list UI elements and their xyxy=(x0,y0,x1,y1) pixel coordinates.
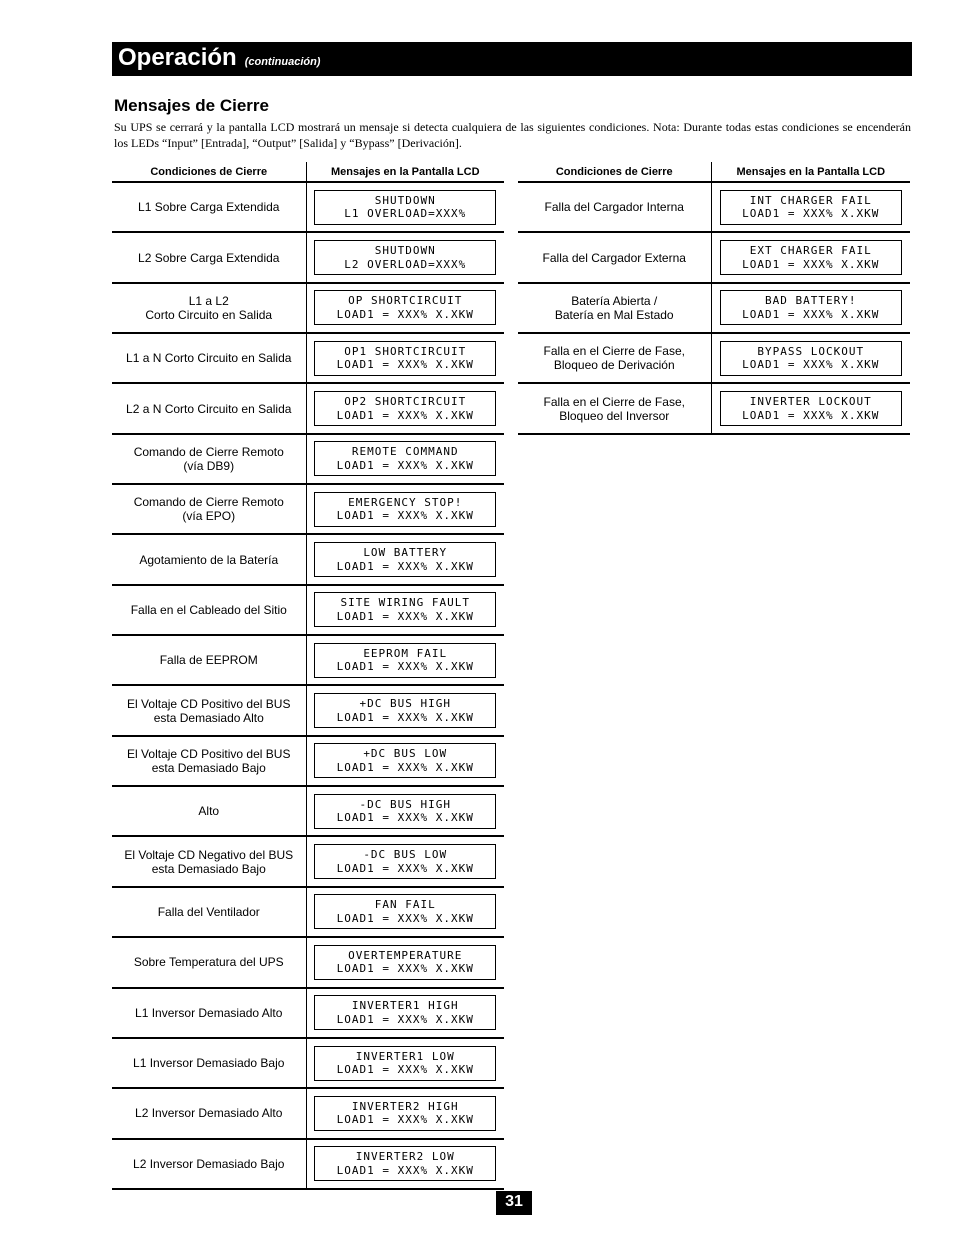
page-title: Operación xyxy=(118,44,237,71)
table-row xyxy=(112,786,504,836)
lcd-line-1: INVERTER2 HIGH xyxy=(351,1099,459,1113)
lcd-line-2: LOAD1 = XXX% X.XKW xyxy=(742,307,880,321)
left-shutdown-table xyxy=(112,162,504,1190)
lcd-display xyxy=(720,341,902,376)
table-row xyxy=(112,1038,504,1088)
lcd-line-2: LOAD1 = XXX% X.XKW xyxy=(336,811,474,825)
lcd-message-cell xyxy=(306,736,504,786)
lcd-line-2: LOAD1 = XXX% X.XKW xyxy=(336,408,474,422)
shutdown-condition: El Voltaje CD Positivo del BUS esta Demasiado Bajo xyxy=(112,736,306,786)
lcd-line-1: OVERTEMPERATURE xyxy=(348,948,463,962)
column-header-message: Mensajes en la Pantalla LCD xyxy=(711,162,910,182)
lcd-line-2: LOAD1 = XXX% X.XKW xyxy=(336,1113,474,1127)
lcd-display xyxy=(314,341,496,376)
lcd-line-1: SITE WIRING FAULT xyxy=(340,596,471,610)
table-row xyxy=(112,333,504,383)
lcd-line-1: INVERTER LOCKOUT xyxy=(749,395,872,409)
table-row xyxy=(518,283,910,333)
lcd-line-2: LOAD1 = XXX% X.XKW xyxy=(336,962,474,976)
header-bar xyxy=(112,42,912,76)
lcd-line-1: OP SHORTCIRCUIT xyxy=(348,294,463,308)
lcd-display xyxy=(314,844,496,879)
lcd-line-2: LOAD1 = XXX% X.XKW xyxy=(336,307,474,321)
lcd-line-2: LOAD1 = XXX% X.XKW xyxy=(742,358,880,372)
shutdown-condition: Sobre Temperatura del UPS xyxy=(112,937,306,987)
lcd-display xyxy=(314,1146,496,1181)
lcd-line-2: LOAD1 = XXX% X.XKW xyxy=(336,509,474,523)
shutdown-condition: L2 a N Corto Circuito en Salida xyxy=(112,383,306,433)
lcd-message-cell xyxy=(711,333,910,383)
lcd-line-1: OP1 SHORTCIRCUIT xyxy=(344,344,467,358)
table-row xyxy=(112,1139,504,1189)
shutdown-condition: Falla del Cargador Externa xyxy=(518,232,711,282)
lcd-display xyxy=(314,542,496,577)
table-row xyxy=(112,937,504,987)
lcd-message-cell xyxy=(306,283,504,333)
lcd-line-2: LOAD1 = XXX% X.XKW xyxy=(336,458,474,472)
lcd-line-2: LOAD1 = XXX% X.XKW xyxy=(336,710,474,724)
table-row xyxy=(112,484,504,534)
lcd-message-cell xyxy=(306,937,504,987)
table-row xyxy=(112,988,504,1038)
lcd-display xyxy=(314,441,496,476)
lcd-line-1: SHUTDOWN xyxy=(374,193,436,207)
lcd-message-cell xyxy=(711,383,910,433)
lcd-message-cell xyxy=(306,434,504,484)
shutdown-condition: Agotamiento de la Batería xyxy=(112,534,306,584)
lcd-line-1: LOW BATTERY xyxy=(363,546,448,560)
lcd-display xyxy=(720,391,902,426)
lcd-display xyxy=(314,1046,496,1081)
table-row xyxy=(518,383,910,433)
lcd-message-cell xyxy=(306,333,504,383)
lcd-message-cell xyxy=(306,836,504,886)
table-row xyxy=(112,182,504,232)
lcd-line-1: INT CHARGER FAIL xyxy=(749,193,872,207)
shutdown-condition: Batería Abierta / Batería en Mal Estado xyxy=(518,283,711,333)
lcd-display xyxy=(314,190,496,225)
lcd-message-cell xyxy=(306,534,504,584)
shutdown-condition: Falla del Cargador Interna xyxy=(518,182,711,232)
shutdown-condition: Falla del Ventilador xyxy=(112,887,306,937)
intro-paragraph: Su UPS se cerrará y la pantalla LCD mostrará un mensaje si detecta cualquiera de las siguientes condiciones. Nota: Durante todas estas condiciones se encenderán los LEDs “Input” [Entrada], “Output” [Salida] y “Bypass” [Derivación]. xyxy=(114,120,911,150)
lcd-line-1: SHUTDOWN xyxy=(374,244,436,258)
lcd-message-cell xyxy=(306,887,504,937)
table-row xyxy=(518,333,910,383)
shutdown-condition: L1 Inversor Demasiado Alto xyxy=(112,988,306,1038)
lcd-line-1: +DC BUS LOW xyxy=(363,747,448,761)
lcd-display xyxy=(314,592,496,627)
table-row xyxy=(112,434,504,484)
lcd-line-1: OP2 SHORTCIRCUIT xyxy=(344,395,467,409)
lcd-line-1: -DC BUS LOW xyxy=(363,848,448,862)
lcd-display xyxy=(314,995,496,1030)
shutdown-condition: Falla en el Cierre de Fase, Bloqueo del Inversor xyxy=(518,383,711,433)
lcd-line-1: EXT CHARGER FAIL xyxy=(749,244,872,258)
column-header-condition: Condiciones de Cierre xyxy=(112,162,306,182)
lcd-message-cell xyxy=(306,1038,504,1088)
lcd-line-1: BAD BATTERY! xyxy=(765,294,857,308)
lcd-line-2: LOAD1 = XXX% X.XKW xyxy=(336,559,474,573)
table-row xyxy=(112,232,504,282)
lcd-message-cell xyxy=(306,383,504,433)
lcd-line-2: LOAD1 = XXX% X.XKW xyxy=(742,257,880,271)
page-subtitle: (continuación) xyxy=(244,56,321,68)
table-row xyxy=(112,534,504,584)
lcd-line-2: L1 OVERLOAD=XXX% xyxy=(344,207,467,221)
column-header-message: Mensajes en la Pantalla LCD xyxy=(306,162,504,182)
section-title: Mensajes de Cierre xyxy=(114,96,269,115)
table-row xyxy=(112,283,504,333)
shutdown-condition: L2 Inversor Demasiado Bajo xyxy=(112,1139,306,1189)
lcd-message-cell xyxy=(306,635,504,685)
lcd-message-cell xyxy=(306,232,504,282)
lcd-line-2: LOAD1 = XXX% X.XKW xyxy=(336,911,474,925)
shutdown-condition: L2 Sobre Carga Extendida xyxy=(112,232,306,282)
lcd-line-1: -DC BUS HIGH xyxy=(359,797,451,811)
lcd-line-2: LOAD1 = XXX% X.XKW xyxy=(742,207,880,221)
lcd-line-1: INVERTER1 LOW xyxy=(355,1049,455,1063)
lcd-display xyxy=(314,290,496,325)
shutdown-condition: Alto xyxy=(112,786,306,836)
lcd-message-cell xyxy=(711,182,910,232)
table-row xyxy=(112,1088,504,1138)
lcd-line-2: LOAD1 = XXX% X.XKW xyxy=(336,660,474,674)
lcd-line-2: LOAD1 = XXX% X.XKW xyxy=(336,861,474,875)
lcd-line-1: INVERTER1 HIGH xyxy=(351,999,459,1013)
shutdown-condition: El Voltaje CD Negativo del BUS esta Demasiado Bajo xyxy=(112,836,306,886)
lcd-line-1: FAN FAIL xyxy=(374,898,436,912)
lcd-line-2: LOAD1 = XXX% X.XKW xyxy=(336,1063,474,1077)
lcd-display xyxy=(314,945,496,980)
table-row xyxy=(112,585,504,635)
shutdown-condition: Falla de EEPROM xyxy=(112,635,306,685)
lcd-message-cell xyxy=(306,182,504,232)
lcd-line-2: LOAD1 = XXX% X.XKW xyxy=(336,609,474,623)
shutdown-condition: L1 Inversor Demasiado Bajo xyxy=(112,1038,306,1088)
table-row xyxy=(518,232,910,282)
lcd-display xyxy=(314,240,496,275)
shutdown-condition: Comando de Cierre Remoto (vía EPO) xyxy=(112,484,306,534)
lcd-display xyxy=(314,391,496,426)
shutdown-condition: L1 Sobre Carga Extendida xyxy=(112,182,306,232)
page-number: 31 xyxy=(496,1191,532,1215)
lcd-line-1: INVERTER2 LOW xyxy=(355,1150,455,1164)
table-row xyxy=(112,887,504,937)
lcd-display xyxy=(314,693,496,728)
column-header-condition: Condiciones de Cierre xyxy=(518,162,711,182)
table-row xyxy=(112,736,504,786)
lcd-display xyxy=(314,1096,496,1131)
left-table-body xyxy=(112,182,504,1189)
lcd-message-cell xyxy=(306,484,504,534)
lcd-display xyxy=(314,894,496,929)
shutdown-condition: El Voltaje CD Positivo del BUS esta Demasiado Alto xyxy=(112,685,306,735)
lcd-line-2: LOAD1 = XXX% X.XKW xyxy=(336,760,474,774)
lcd-line-2: LOAD1 = XXX% X.XKW xyxy=(742,408,880,422)
lcd-line-2: LOAD1 = XXX% X.XKW xyxy=(336,1012,474,1026)
lcd-line-2: LOAD1 = XXX% X.XKW xyxy=(336,1163,474,1177)
right-table-body xyxy=(518,182,910,434)
shutdown-condition: L1 a L2 Corto Circuito en Salida xyxy=(112,283,306,333)
lcd-display xyxy=(720,290,902,325)
shutdown-condition: Falla en el Cableado del Sitio xyxy=(112,585,306,635)
lcd-line-2: L2 OVERLOAD=XXX% xyxy=(344,257,467,271)
shutdown-condition: L2 Inversor Demasiado Alto xyxy=(112,1088,306,1138)
lcd-line-1: +DC BUS HIGH xyxy=(359,697,451,711)
lcd-message-cell xyxy=(306,1139,504,1189)
lcd-line-1: BYPASS LOCKOUT xyxy=(757,344,865,358)
table-row xyxy=(518,182,910,232)
lcd-line-1: EEPROM FAIL xyxy=(363,646,448,660)
lcd-line-1: REMOTE COMMAND xyxy=(351,445,459,459)
shutdown-condition: Comando de Cierre Remoto (vía DB9) xyxy=(112,434,306,484)
lcd-message-cell xyxy=(306,988,504,1038)
lcd-message-cell xyxy=(306,685,504,735)
table-row xyxy=(112,635,504,685)
lcd-message-cell xyxy=(306,786,504,836)
lcd-display xyxy=(720,240,902,275)
table-row xyxy=(112,383,504,433)
shutdown-condition: L1 a N Corto Circuito en Salida xyxy=(112,333,306,383)
lcd-message-cell xyxy=(711,283,910,333)
lcd-display xyxy=(314,643,496,678)
lcd-display xyxy=(314,743,496,778)
lcd-display xyxy=(314,492,496,527)
right-shutdown-table xyxy=(518,162,910,435)
shutdown-condition: Falla en el Cierre de Fase, Bloqueo de Derivación xyxy=(518,333,711,383)
lcd-display xyxy=(720,190,902,225)
lcd-line-2: LOAD1 = XXX% X.XKW xyxy=(336,358,474,372)
lcd-line-1: EMERGENCY STOP! xyxy=(348,495,463,509)
lcd-message-cell xyxy=(711,232,910,282)
lcd-message-cell xyxy=(306,585,504,635)
lcd-display xyxy=(314,794,496,829)
table-row xyxy=(112,836,504,886)
lcd-message-cell xyxy=(306,1088,504,1138)
table-row xyxy=(112,685,504,735)
